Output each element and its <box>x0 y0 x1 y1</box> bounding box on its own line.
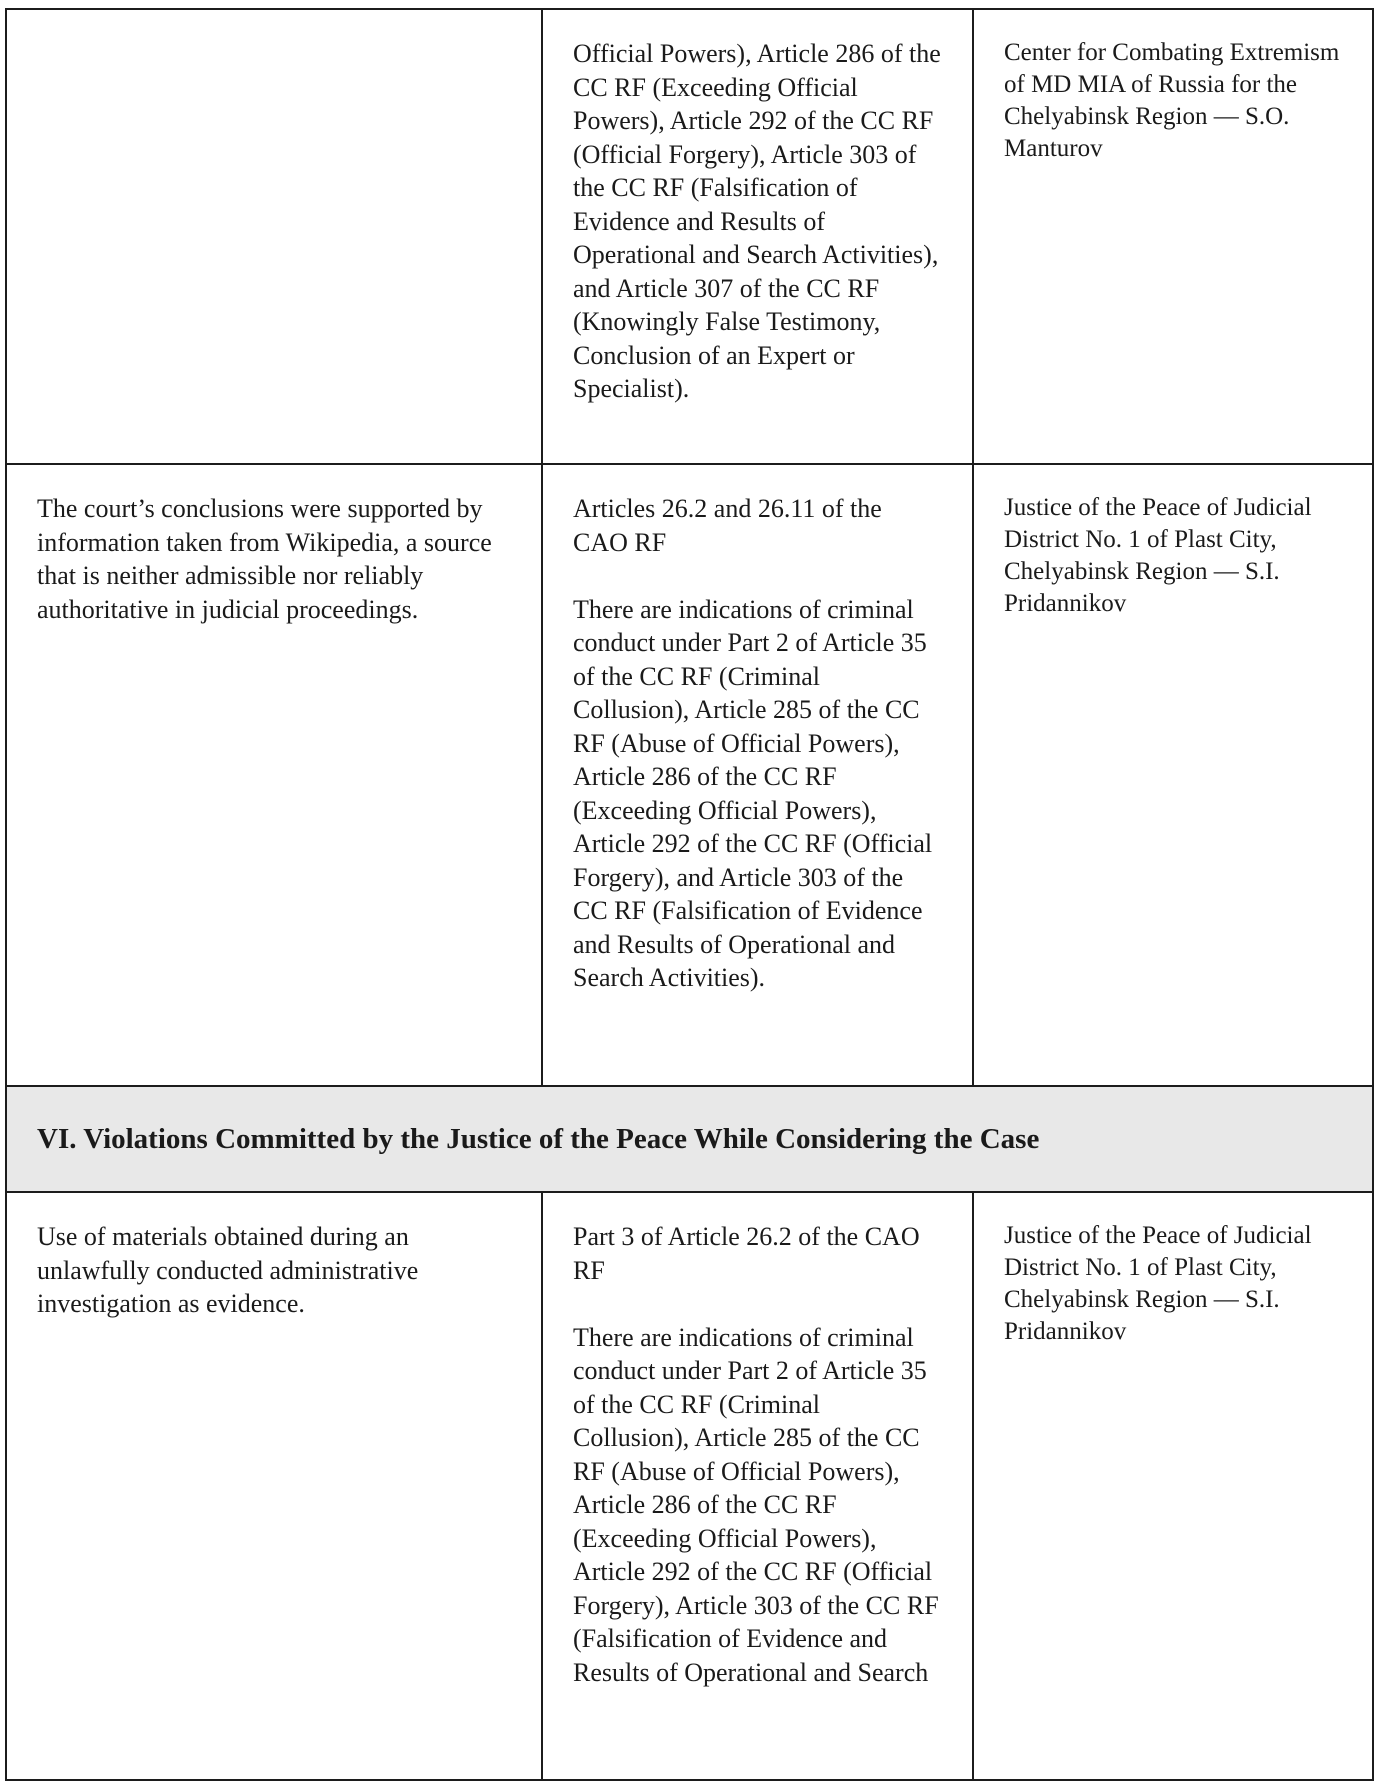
legal-basis-citation: Articles 26.2 and 26.11 of the CAO RF <box>573 494 882 557</box>
table-row <box>6 1192 1373 1780</box>
table-row <box>6 464 1373 1086</box>
table-row <box>6 9 1373 464</box>
criminal-indications-text: There are indications of criminal conduct under Part 2 of Article 35 of the CC RF (Criminal Collusion), Article 285 of the CC RF (Abuse of Official Powers), Article 286 of the CC RF (Exceeding Official Powers), Article 292 of the CC RF (Official Forgery), and Article 303 of the CC RF (Falsification of Evidence and Results of Operational and Search Activities). <box>573 594 933 992</box>
violations-table <box>5 8 1374 1781</box>
criminal-indications-text: There are indications of criminal conduct under Part 2 of Article 35 of the CC RF (Criminal Collusion), Article 285 of the CC RF (Abuse of Official Powers), Article 286 of the CC RF (Exceeding Official Powers), Article 292 of the CC RF (Official Forgery), Article 303 of the CC RF (Falsification of Evidence and Results of Operational and Search <box>573 1322 939 1687</box>
responsible-cell: Justice of the Peace of Judicial District No. 1 of Plast City, Chelyabinsk Region — S.I. Pridannikov <box>973 1192 1373 1780</box>
legal-basis-cell <box>542 1192 973 1780</box>
section-heading: VI. Violations Committed by the Justice of the Peace While Considering the Case <box>6 1086 1373 1192</box>
legal-basis-cell <box>542 464 973 1086</box>
legal-basis-citation: Part 3 of Article 26.2 of the CAO RF <box>573 1222 920 1285</box>
violation-cell: Use of materials obtained during an unlawfully conducted administrative investigation as evidence. <box>6 1192 542 1780</box>
legal-basis-cell <box>542 9 973 464</box>
violation-cell <box>6 9 542 464</box>
responsible-cell: Justice of the Peace of Judicial District No. 1 of Plast City, Chelyabinsk Region — S.I. Pridannikov <box>973 464 1373 1086</box>
violation-cell: The court’s conclusions were supported by information taken from Wikipedia, a source that is neither admissible nor reliably authoritative in judicial proceedings. <box>6 464 542 1086</box>
responsible-cell: Center for Combating Extremism of MD MIA of Russia for the Chelyabinsk Region — S.O. Manturov <box>973 9 1373 464</box>
legal-basis-text: Official Powers), Article 286 of the CC RF (Exceeding Official Powers), Article 292 of the CC RF (Official Forgery), Article 303 of the CC RF (Falsification of Evidence and Results of Operational and Search Activities), and Article 307 of the CC RF (Knowingly False Testimony, Conclusion of an Expert or Specialist). <box>573 39 941 403</box>
section-heading-row <box>6 1086 1373 1192</box>
